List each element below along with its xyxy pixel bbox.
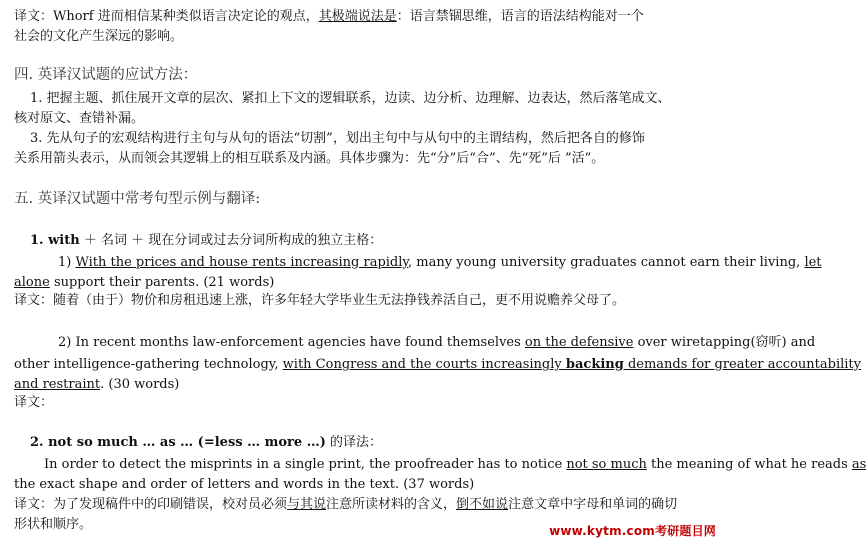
example-1-cont	[14, 274, 716, 292]
underlined-phrase: 与其说	[287, 497, 327, 512]
text: 译文：Whorf 进而相信某种类似语言决定论的观点，	[14, 9, 319, 24]
translation-1: 译文：随着（由于）物价和房租迅速上涨，许多年轻大学毕业生无法挣钱养活自己，更不用说赡养父母了。	[14, 293, 626, 308]
site-watermark: www.kytm.com考研题目网	[549, 524, 716, 538]
text: the meaning of what he reads	[646, 457, 852, 472]
section-heading-5: 五. 英译汉试题中常考句型示例与翻译:	[14, 191, 261, 207]
bold-word: backing	[565, 357, 624, 372]
text: ＋ 名词 ＋ 现在分词或过去分词所构成的独立主格：	[79, 233, 383, 248]
text: ：语言禁锢思维，语言的语法结构能对一个	[396, 9, 644, 24]
section-heading-4: 四. 英译汉试题的应试方法：	[14, 67, 198, 83]
text: 注意文章中字母和单词的确切	[508, 497, 678, 512]
underlined-phrase: 其极端说法是	[318, 9, 397, 24]
underlined-phrase: 倒不如说	[456, 497, 509, 512]
text: with Congress and the courts increasingly	[282, 357, 566, 372]
example-2-cont2	[14, 376, 716, 394]
subheading-2	[30, 434, 716, 452]
underlined-phrase: alone	[14, 275, 50, 290]
method-item-3-cont: 关系用箭头表示，从而领会其逻辑上的相互联系及内涵。具体步骤为：先“分”后“合”、先“死”后 ”活”。	[14, 151, 605, 166]
text: 的译法：	[325, 435, 382, 450]
text: . (30 words)	[100, 377, 180, 392]
example-3-cont: the exact shape and order of letters and words in the text. (37 words)	[14, 477, 475, 492]
text: , many young university graduates cannot earn their living,	[408, 255, 805, 270]
text: 2. not so much … as … (=less … more …)	[30, 435, 326, 450]
translation-2: 译文：	[14, 395, 54, 410]
underlined-phrase: and restraint	[14, 377, 101, 392]
example-2-cont	[14, 356, 861, 374]
underlined-phrase	[283, 357, 861, 372]
method-item-3: 3. 先从句子的宏观结构进行主句与从句的语法“切割”，划出主句中与从句中的主谓结构，然后把各自的修饰	[30, 131, 645, 146]
example-1	[58, 254, 822, 272]
text: 1. with	[30, 233, 80, 248]
text: other intelligence-gathering technology,	[14, 357, 283, 372]
text: 1)	[58, 255, 76, 270]
translation-3-cont: 形状和顺序。	[14, 517, 93, 532]
text: demands for greater accountability	[623, 357, 861, 372]
example-2	[58, 334, 816, 352]
text: In order to detect the misprints in a single print, the proofreader has to notice	[44, 457, 567, 472]
underlined-phrase: With the prices and house rents increasing rapidly	[75, 255, 409, 270]
text: 2) In recent months law-enforcement agencies have found themselves	[58, 335, 525, 350]
text: 译文：为了发现稿件中的印刷错误，校对员必须	[14, 497, 288, 512]
example-3	[44, 456, 866, 474]
underlined-phrase: on the defensive	[524, 335, 634, 350]
method-item-1-cont: 核对原文、查错补漏。	[14, 111, 145, 126]
underlined-phrase: let	[804, 255, 822, 270]
translation-3	[14, 496, 716, 514]
underlined-phrase: as	[851, 457, 866, 472]
subheading-1	[30, 232, 716, 250]
text: over wiretapping(窃听) and	[633, 335, 816, 350]
text: support their parents. (21 words)	[49, 275, 275, 290]
translation-line	[14, 8, 716, 26]
method-item-1: 1. 把握主题、抓住展开文章的层次、紧扣上下文的逻辑联系，边读、边分析、边理解、边表达，然后落笔成文、	[30, 91, 671, 106]
text: 注意所读材料的含义，	[326, 497, 457, 512]
underlined-phrase: not so much	[566, 457, 647, 472]
translation-line-cont: 社会的文化产生深远的影响。	[14, 29, 184, 44]
